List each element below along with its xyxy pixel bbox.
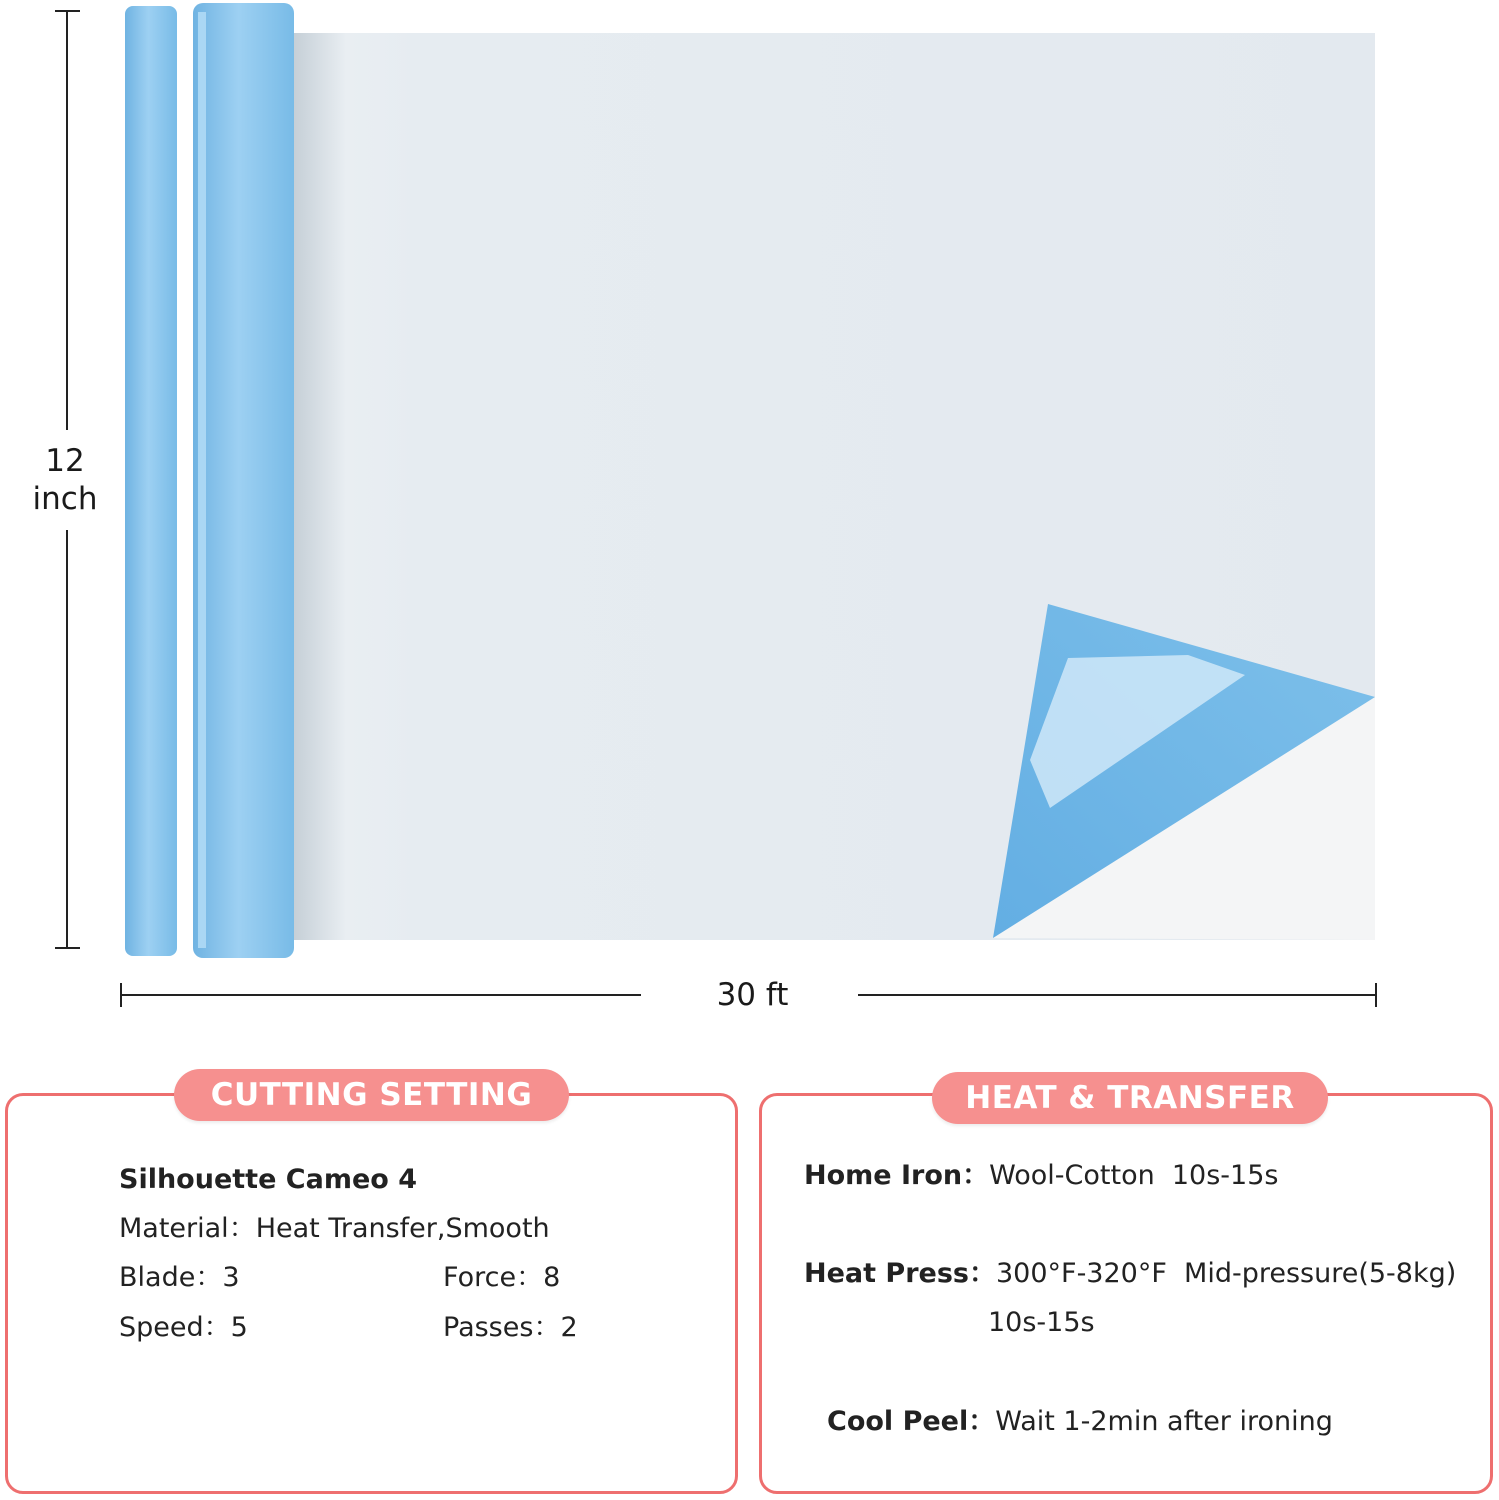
- passes-row: [443, 1311, 578, 1345]
- home-iron-label: Home Iron ：: [804, 1160, 989, 1191]
- passes-value: 2: [560, 1312, 578, 1343]
- force-value: 8: [543, 1262, 561, 1293]
- force-row: [443, 1261, 560, 1295]
- cool-peel-value: Wait 1-2min after ironing: [995, 1406, 1333, 1437]
- cutting-setting-title: CUTTING SETTING: [174, 1069, 569, 1121]
- material-label: Material ：: [119, 1213, 256, 1244]
- heat-press-value: 300°F-320°F Mid-pressure(5-8kg): [996, 1258, 1457, 1289]
- blade-row: [119, 1261, 240, 1295]
- passes-label: Passes ：: [443, 1312, 560, 1343]
- height-value: 12: [45, 443, 85, 479]
- roll-core-left: [125, 6, 177, 956]
- blade-label: Blade ：: [119, 1262, 222, 1293]
- home-iron-value: Wool-Cotton 10s-15s: [989, 1160, 1279, 1191]
- material-row: [119, 1212, 550, 1246]
- height-label: [20, 442, 110, 518]
- force-label: Force ：: [443, 1262, 543, 1293]
- speed-row: [119, 1311, 248, 1345]
- heat-press-time: 10s-15s: [988, 1307, 1095, 1338]
- length-label: 30 ft: [690, 976, 815, 1014]
- heat-transfer-title: HEAT & TRANSFER: [932, 1072, 1328, 1124]
- speed-label: Speed ：: [119, 1312, 231, 1343]
- material-value: Heat Transfer,Smooth: [255, 1213, 550, 1244]
- heat-press-label: Heat Press ：: [804, 1258, 996, 1289]
- cutting-setting-panel: [5, 1093, 738, 1494]
- heat-press-row: [804, 1257, 1456, 1291]
- height-unit: inch: [32, 481, 98, 517]
- blade-value: 3: [222, 1262, 240, 1293]
- machine-name: Silhouette Cameo 4: [119, 1164, 418, 1195]
- home-iron-row: [804, 1159, 1278, 1193]
- speed-value: 5: [230, 1312, 248, 1343]
- roll-body: [193, 3, 294, 958]
- cool-peel-row: [827, 1405, 1333, 1439]
- cool-peel-label: Cool Peel ：: [827, 1406, 995, 1437]
- roll-gap: [177, 4, 193, 958]
